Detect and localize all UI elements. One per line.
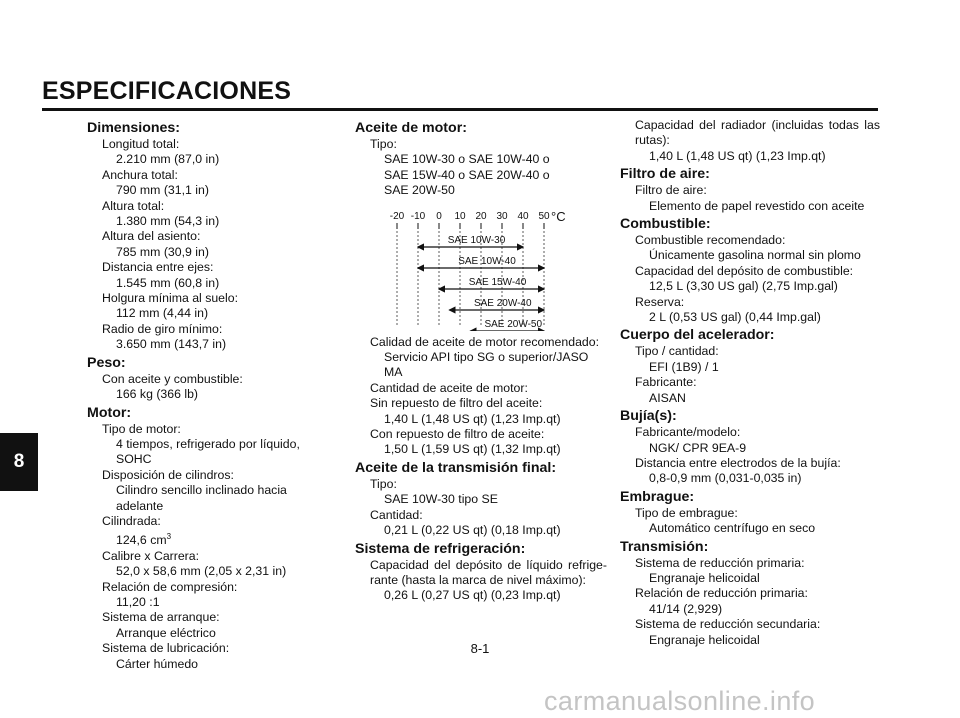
spec-value-text: 785 mm (30,9 in) — [116, 244, 209, 259]
section-heading: Aceite de la transmisión final: — [355, 459, 557, 476]
spec-value — [87, 152, 337, 167]
spec-label: Cilindrada: — [102, 513, 161, 528]
spec-value — [355, 442, 607, 457]
oil-viscosity-chart — [367, 205, 577, 331]
spec-paragraph: Capacidad del depósito de líquido refrige-rante (hasta la marca de nivel máximo): — [370, 557, 607, 587]
spec-value — [87, 564, 337, 579]
chapter-tab: 8 — [0, 433, 38, 491]
spec-label: Sistema de reducción primaria: — [635, 555, 805, 570]
tick-label: 40 — [517, 210, 529, 222]
section-heading: Peso: — [87, 354, 126, 371]
spec-label: Reserva: — [635, 294, 685, 309]
spec-label: Longitud total: — [102, 137, 180, 151]
spec-label: Distancia entre electrodos de la bujía: — [635, 455, 841, 470]
spec-label: Altura del asiento: — [102, 229, 201, 244]
spec-value-text: 124,6 cm — [116, 533, 167, 548]
spec-value-text: 1.380 mm (54,3 in) — [116, 214, 220, 229]
spec-value — [87, 306, 337, 321]
spec-value — [87, 214, 337, 229]
spec-list — [620, 506, 880, 537]
spec-label: Sistema de lubricación: — [102, 641, 230, 656]
section-heading: Transmisión: — [620, 538, 709, 555]
spec-value-text: Cárter húmedo — [116, 656, 199, 671]
series-label: SAE 10W-40 — [458, 255, 516, 267]
spec-value — [87, 529, 337, 549]
spec-list — [620, 344, 880, 406]
spec-value — [87, 337, 337, 352]
spec-value: SAE 20W-50 — [384, 183, 455, 198]
spec-label: Sistema de arranque: — [102, 610, 220, 625]
spec-value-text: Engranaje helicoidal — [649, 570, 760, 585]
tick-label: 0 — [436, 210, 442, 222]
spec-label: Relación de compresión: — [102, 579, 238, 594]
tick-label: 10 — [454, 210, 466, 222]
section-heading: Filtro de aire: — [620, 166, 710, 183]
spec-value-text: Arranque eléctrico — [116, 625, 216, 640]
spec-value-text: 52,0 x 58,6 mm (2,05 x 2,31 in) — [116, 564, 287, 579]
section-heading: Sistema de refrigeración: — [355, 540, 526, 557]
section-heading: Motor: — [87, 404, 132, 421]
watermark: carmanualsonline.info — [544, 686, 816, 716]
section-heading: Embrague: — [620, 488, 695, 505]
spec-label: Tipo de embrague: — [635, 505, 738, 520]
spec-label: Relación de reducción primaria: — [635, 586, 808, 601]
spec-value — [87, 387, 337, 402]
series-label: SAE 15W-40 — [468, 276, 527, 288]
spec-value-text: 4 tiempos, refrigerado por líquido, SOHC — [116, 436, 300, 467]
spec-value-text: 112 mm (4,44 in) — [116, 306, 209, 321]
spec-value — [620, 248, 880, 263]
spec-label: Tipo de motor: — [102, 421, 181, 436]
spec-label: Altura total: — [102, 198, 165, 213]
spec-value — [620, 391, 880, 406]
spec-value — [87, 657, 337, 672]
spec-value-text: EFI (1B9) / 1 — [649, 359, 719, 374]
spec-value-text: 1,40 L (1,48 US qt) (1,23 Imp.qt) — [384, 411, 561, 426]
spec-value-text: 790 mm (31,1 in) — [116, 183, 209, 198]
spec-label: Cantidad: — [370, 507, 423, 522]
spec-value — [620, 199, 880, 214]
spec-value-text: 0,21 L (0,22 US qt) (0,18 Imp.qt) — [384, 523, 561, 538]
spec-value: 0,26 L (0,27 US qt) (0,23 Imp.qt) — [384, 588, 561, 603]
spec-value-text: 11,20 :1 — [116, 595, 160, 610]
spec-label: Combustible recomendado: — [635, 233, 786, 248]
spec-value — [620, 471, 880, 486]
spec-label: Anchura total: — [102, 167, 178, 182]
spec-value-text: Servicio API tipo SG o superior/JASO MA — [384, 350, 589, 380]
spec-value: SAE 10W-30 o SAE 10W-40 o — [384, 152, 550, 167]
page-number: 8-1 — [470, 641, 490, 656]
spec-value — [620, 571, 880, 586]
spec-list — [87, 422, 337, 673]
page-title: ESPECIFICACIONES — [42, 77, 292, 105]
spec-label: Calidad de aceite de motor recomendado: — [370, 334, 599, 349]
spec-value-text: Elemento de papel revestido con aceite — [649, 198, 865, 213]
spec-value: SAE 15W-40 o SAE 20W-40 o — [384, 167, 550, 182]
spec-label: Con aceite y combustible: — [102, 371, 243, 386]
spec-value — [620, 441, 880, 456]
spec-value-text: Engranaje helicoidal — [649, 632, 760, 647]
spec-value-text: 1,50 L (1,59 US qt) (1,32 Imp.qt) — [384, 442, 561, 457]
spec-label: Tipo: — [370, 476, 397, 491]
spec-value — [87, 437, 337, 468]
spec-list — [620, 425, 880, 487]
section-heading: Aceite de motor: — [355, 120, 467, 136]
spec-list — [87, 372, 337, 403]
column-2 — [355, 118, 607, 604]
spec-label: Distancia entre ejes: — [102, 260, 214, 275]
column-1 — [87, 118, 337, 672]
superscript: 3 — [166, 532, 172, 542]
spec-label: Filtro de aire: — [635, 183, 707, 198]
spec-label: Tipo / cantidad: — [635, 344, 719, 359]
spec-label: Con repuesto de filtro de aceite: — [370, 427, 545, 442]
spec-value — [87, 276, 337, 291]
spec-label: Tipo: — [370, 137, 397, 151]
spec-value-text: 166 kg (366 lb) — [116, 387, 199, 402]
spec-list — [620, 556, 880, 648]
spec-label: Fabricante/modelo: — [635, 425, 741, 440]
spec-list — [87, 137, 337, 353]
spec-label: Sin repuesto de filtro del aceite: — [370, 396, 543, 411]
spec-value — [355, 350, 607, 381]
spec-value — [620, 310, 880, 325]
spec-value — [87, 245, 337, 260]
spec-value — [620, 602, 880, 617]
spec-value — [87, 626, 337, 641]
spec-value — [87, 483, 337, 514]
section-heading: Combustible: — [620, 216, 711, 233]
spec-label: Disposición de cilindros: — [102, 467, 234, 482]
section-heading: Bujía(s): — [620, 408, 677, 425]
spec-list — [355, 477, 607, 539]
spec-value-text: 0,8-0,9 mm (0,031-0,035 in) — [649, 471, 802, 486]
tick-label: 20 — [475, 210, 487, 222]
spec-list — [620, 233, 880, 325]
spec-label: Fabricante: — [635, 375, 697, 390]
tick-label: 30 — [496, 210, 508, 222]
spec-label: Capacidad del depósito de combustible: — [635, 263, 854, 278]
tick-label: -20 — [389, 210, 405, 222]
spec-value-text: 12,5 L (3,30 US gal) (2,75 Imp.gal) — [649, 279, 838, 294]
spec-value-text: Cilindro sencillo inclinado hacia adelante — [116, 483, 287, 513]
title-rule — [42, 108, 878, 111]
tick-label: 50 — [538, 210, 550, 222]
spec-value-text: 1.545 mm (60,8 in) — [116, 275, 220, 290]
unit-label: °C — [551, 208, 566, 224]
spec-value: 1,40 L (1,48 US qt) (1,23 Imp.qt) — [649, 148, 826, 163]
spec-value — [355, 492, 607, 507]
spec-value-text: AISAN — [649, 390, 686, 405]
spec-value — [87, 183, 337, 198]
spec-label: Sistema de reducción secundaria: — [635, 617, 821, 632]
spec-value — [620, 360, 880, 375]
spec-value-text: 2.210 mm (87,0 in) — [116, 152, 220, 167]
section-heading: Cuerpo del acelerador: — [620, 327, 775, 344]
spec-list — [355, 335, 607, 458]
series-label: SAE 10W-30 — [447, 234, 506, 246]
spec-value-text: 41/14 (2,929) — [649, 601, 723, 616]
spec-list — [620, 183, 880, 214]
spec-value-text: Automático centrífugo en seco — [649, 521, 816, 536]
spec-label: Radio de giro mínimo: — [102, 321, 223, 336]
spec-value-text: SAE 10W-30 tipo SE — [384, 492, 498, 507]
section-heading: Dimensiones: — [87, 120, 181, 136]
spec-value-text: NGK/ CPR 9EA-9 — [649, 440, 747, 455]
spec-label: Holgura mínima al suelo: — [102, 291, 239, 306]
spec-value-text: Únicamente gasolina normal sin plomo — [649, 248, 861, 263]
series-label: SAE 20W-40 — [473, 297, 532, 309]
spec-value-text: 2 L (0,53 US gal) (0,44 Imp.gal) — [649, 310, 821, 325]
spec-label: Calibre x Carrera: — [102, 548, 200, 563]
spec-value — [355, 523, 607, 538]
spec-value — [620, 279, 880, 294]
spec-paragraph: Capacidad del radiador (incluidas todas las rutas): — [635, 118, 880, 148]
spec-value — [355, 412, 607, 427]
series-label: SAE 20W-50 — [484, 318, 543, 330]
spec-value — [620, 521, 880, 536]
column-3 — [620, 118, 880, 648]
spec-label: Cantidad de aceite de motor: — [370, 380, 528, 395]
spec-value — [87, 595, 337, 610]
tick-label: -10 — [410, 210, 426, 222]
spec-value-text: 3.650 mm (143,7 in) — [116, 337, 227, 352]
